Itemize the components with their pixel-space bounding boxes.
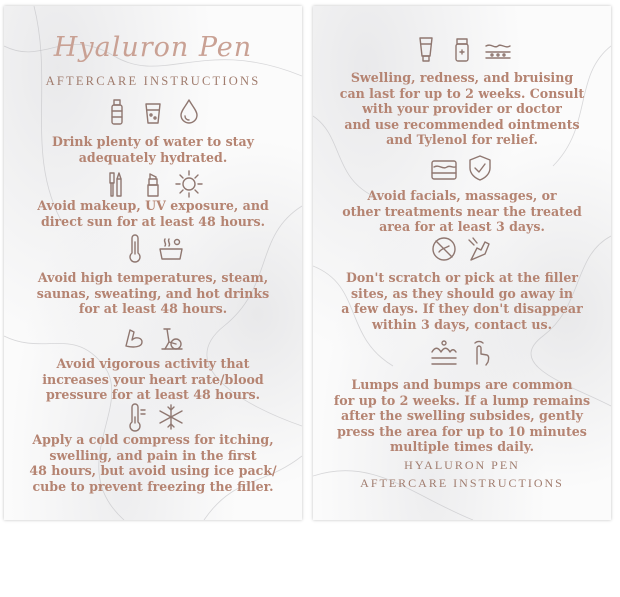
skin-treatment-icon [429, 153, 459, 183]
swelling-instruction: Swelling, redness, and bruising can last for up to 2 weeks. Consult with your provider or doctor and use recommended ointments and Tylenol for relief. [339, 70, 585, 148]
card-subtitle: AFTERCARE INSTRUCTIONS [45, 74, 261, 88]
no-scratch-icon [429, 234, 459, 264]
muscle-icon [120, 322, 150, 352]
ointment-tube-icon [411, 34, 441, 64]
scratch-icons [313, 234, 611, 264]
skin-layers-icon [483, 34, 513, 64]
right-aftercare-card [313, 6, 611, 520]
pill-bottle-icon [447, 34, 477, 64]
heat-icons [4, 233, 302, 263]
makeup-sun-icons [4, 169, 302, 199]
drink-glass-icon [138, 96, 168, 126]
hot-tub-icon [156, 233, 186, 263]
cold-compress-instruction: Apply a cold compress for itching, swelling, and pain in the first 48 hours, but avoid using ice pack/ cube to prevent freezing the filler. [29, 432, 277, 494]
scratch-instruction: Don't scratch or pick at the filler sites, as they should go away in a few days. If they don't disappear within 3 days, contact us. [341, 270, 583, 332]
card-title: Hyaluron Pen [53, 32, 253, 63]
sun-icon [174, 169, 204, 199]
skin-lumps-icon [429, 338, 459, 368]
makeup-brush-icon [102, 169, 132, 199]
lump-icons [313, 338, 611, 368]
press-finger-icon [465, 338, 495, 368]
hydration-instruction: Drink plenty of water to stay adequately hydrated. [52, 134, 254, 165]
water-bottle-icon [102, 96, 132, 126]
hand-scratch-icon [465, 234, 495, 264]
footer-subtitle: AFTERCARE INSTRUCTIONS [360, 476, 564, 490]
thermometer-icon [120, 233, 150, 263]
lumps-instruction: Lumps and bumps are common for up to 2 weeks. If a lump remains after the swelling subsides, gently press the area for up to 10 minutes multiple times daily. [333, 377, 591, 455]
hydration-icons [4, 96, 302, 126]
makeup-sun-instruction: Avoid makeup, UV exposure, and direct sun for at least 48 hours. [37, 198, 269, 229]
exercise-bike-icon [156, 322, 186, 352]
footer-title: HYALURON PEN [404, 458, 520, 472]
activity-icons [4, 322, 302, 352]
left-aftercare-card [4, 6, 302, 520]
activity-instruction: Avoid vigorous activity that increases your heart rate/blood pressure for at least 48 hours. [42, 356, 264, 403]
water-drop-icon [174, 96, 204, 126]
shield-check-icon [465, 153, 495, 183]
snowflake-icon [156, 402, 186, 432]
treatment-instruction: Avoid facials, massages, or other treatments near the treated area for at least 3 days. [342, 188, 582, 235]
relief-icons [313, 34, 611, 64]
heat-instruction: Avoid high temperatures, steam, saunas, sweating, and hot drinks for at least 48 hours. [36, 270, 270, 317]
treatment-icons [313, 153, 611, 183]
cold-thermometer-icon [120, 402, 150, 432]
lipstick-icon [138, 169, 168, 199]
cold-icons [4, 402, 302, 432]
